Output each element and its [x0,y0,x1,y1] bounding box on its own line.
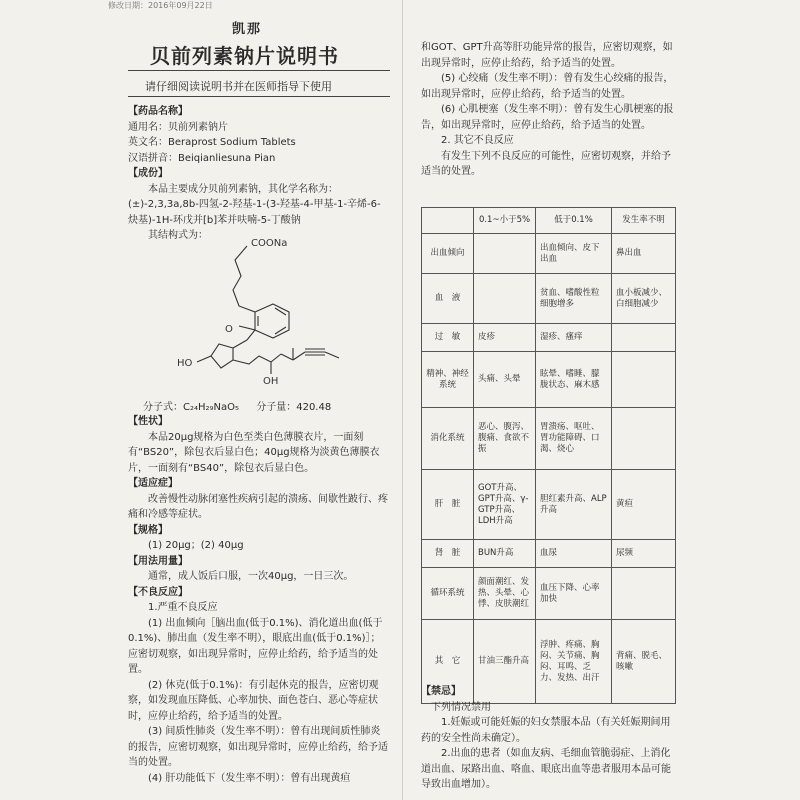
contra-item-2: 2.出血的患者（如血友病、毛细血管脆弱症、上消化道出血、尿路出血、咯血、眼底出血等患者服用本品可能导致出血增加）。 [421,748,671,790]
document-subtitle: 请仔细阅读说明书并在医师指导下使用 [145,80,332,93]
header-cell: 低于0.1% [536,208,612,234]
table-row [422,408,676,470]
serious-item-3: (3) 间质性肺炎（发生率不明）：曾有出现间质性肺炎的报告，应密切观察，如出现异常时，应停止给药，给予适当的处置。 [128,726,388,768]
table-cell: 血 液 [422,274,474,324]
table-cell: 湿疹、瘙痒 [536,324,612,352]
table-cell: 浮肿、疼痛、胸闷、关节痛、胸闷、耳鸣、乏力、发热、出汗 [536,620,612,704]
table-cell: 消化系统 [422,408,474,470]
table-cell: 鼻出血 [612,234,676,274]
table-cell: 胆红素升高、ALP升高 [536,470,612,540]
table-cell: 肝 脏 [422,470,474,540]
table-cell: 其 它 [422,620,474,704]
brand-name: 凯那 [232,22,263,37]
serious-item-4: (4) 肝功能低下（发生率不明）：曾有出现黄疸 [148,772,351,784]
serious-item-5: (5) 心绞痛（发生率不明）：曾有发生心绞痛的报告，如出现异常时，应停止给药，给予适当的处置。 [421,73,674,100]
table-cell: 甘油三酯升高 [474,620,536,704]
generic-name: 通用名：贝前列素钠片 [128,121,228,133]
table-cell [612,408,676,470]
table-cell: 颜面潮红、发热、头晕、心悸、皮肤潮红 [474,568,536,620]
serious-item-2: (2) 休克(低于0.1%)：有引起休克的报告，应密切观察，如发现血压降低、心率加快、面色苍白、恶心等症状时，应停止给药，给予适当的处置。 [128,679,379,722]
composition-text: 本品主要成分贝前列素钠，其化学名称为：(±)-2,3,3a,8b-四氢-2-羟基-1-(3-羟基-4-甲基-1-辛烯-6-炔基)-1H-环戊并[b]苯并呋喃-5-丁酸钠 [128,183,381,226]
table-cell: 肾 脏 [422,540,474,568]
table-cell: 尿频 [612,540,676,568]
table-row [422,324,676,352]
oxygen-label: O [225,324,233,335]
chemical-structure [155,228,375,398]
table-row [422,470,676,540]
header-cell [422,208,474,234]
table-cell: 恶心、腹泻、腹痛、食欲不振 [474,408,536,470]
pinyin-name: 汉语拼音：Beiqianliesuna Pian [128,152,276,164]
molecule-info [143,398,345,413]
table-cell [612,568,676,620]
header-cell: 发生率不明 [612,208,676,234]
right-column-top [421,40,675,180]
english-name: 英文名：Beraprost Sodium Tablets [128,137,296,148]
table-row [422,568,676,620]
table-cell: 血尿 [536,540,612,568]
page-fold [402,0,403,800]
table-cell: 黄疸 [612,470,676,540]
composition-heading: 【成份】 [128,168,168,179]
table-cell [612,324,676,352]
other-adverse-heading: 2. 其它不良反应 [441,135,514,146]
character-heading: 【性状】 [128,416,168,427]
table-cell: 胃溃疡、呕吐、胃功能障碍、口渴、烧心 [536,408,612,470]
table-cell: 过 敏 [422,324,474,352]
table-cell: 精神、神经系统 [422,352,474,408]
ho-label: HO [177,358,193,369]
table-header-row [422,208,676,234]
table-cell: 血小板减少、白细胞减少 [612,274,676,324]
table-cell: 贫血、嗜酸性粒细胞增多 [536,274,612,324]
table-row [422,234,676,274]
table-cell: 出血倾向、皮下出血 [536,234,612,274]
table-cell: 循环系统 [422,568,474,620]
header-cell: 0.1~小于5% [474,208,536,234]
table-cell: BUN升高 [474,540,536,568]
usage-text: 通常，成人饭后口服，一次40μg，一日三次。 [148,571,354,582]
table-row [422,274,676,324]
oh-label: OH [263,376,279,387]
molecular-weight: 分子量：420.48 [256,402,332,413]
table-cell: 头痛、头晕 [474,352,536,408]
left-column-bottom [128,414,390,786]
table-cell: GOT升高、GPT升高、γ-GTP升高、LDH升高 [474,470,536,540]
coona-label: COONa [251,238,288,249]
adverse-heading: 【不良反应】 [128,586,188,598]
left-column-top [128,104,390,244]
spec-heading: 【规格】 [128,524,168,536]
subtitle-divider [128,96,390,97]
contra-item-1: 1.妊娠或可能妊娠的妇女禁服本品（有关妊娠期间用药的安全性尚未确定）。 [421,717,671,744]
table-cell: 血压下降、心率加快 [536,568,612,620]
indication-heading: 【适应症】 [128,478,178,489]
other-adverse-text: 有发生下列不良反应的可能性，应密切观察，并给予适当的处置。 [421,150,671,177]
table-cell: 眩晕、嗜睡、朦胧状态、麻木感 [536,352,612,408]
table-row [422,540,676,568]
contraindications [421,684,675,793]
table-cell [612,352,676,408]
serious-heading: 1.严重不良反应 [148,602,218,613]
spec-text: (1) 20μg；(2) 40μg [148,540,244,551]
indication-text: 改善慢性动脉闭塞性疾病引起的溃疡、间歇性跛行、疼痛和冷感等症状。 [128,493,388,520]
drug-name-heading: 【药品名称】 [128,106,188,117]
serious-item-6: (6) 心肌梗塞（发生率不明）：曾有发生心肌梗塞的报告，如出现异常时，应停止给药，给予适当的处置。 [421,104,674,131]
molecular-formula: 分子式：C₂₄H₂₉NaO₅ [143,402,240,413]
table-cell: 皮疹 [474,324,536,352]
contra-intro: 下列情况禁用 [431,701,491,713]
usage-heading: 【用法用量】 [128,555,188,567]
table-cell [474,274,536,324]
table-cell [474,234,536,274]
item4-continuation: 和GOT、GPT升高等肝功能异常的报告，应密切观察，如出现异常时，应停止给药，给予适当的处置。 [421,42,673,69]
serious-item-1: (1) 出血倾向［脑出血(低于0.1%)、消化道出血(低于0.1%)、肺出血（发生率不明），眼底出血(低于0.1%)］；应密切观察，如出现异常时，应停止给药，给予适当的处置。 [128,617,383,675]
contra-heading: 【禁忌】 [421,686,461,697]
document-title: 贝前列素钠片说明书 [150,44,339,68]
table-cell: 出血倾向 [422,234,474,274]
table-cell: 背痛、脱毛、咳嗽 [612,620,676,704]
table-row [422,352,676,408]
structure-label: 其结构式为： [148,230,208,241]
title-divider [128,70,390,71]
adverse-reaction-table [421,207,676,704]
revision-date: 修改日期：2016年09月22日 [108,1,213,10]
character-text: 本品20μg规格为白色至类白色薄膜衣片，一面刻有“BS20”，除包衣后显白色；40μg规格为淡黄色薄膜衣片，一面刻有“BS40”，除包衣后显白色。 [128,431,380,474]
